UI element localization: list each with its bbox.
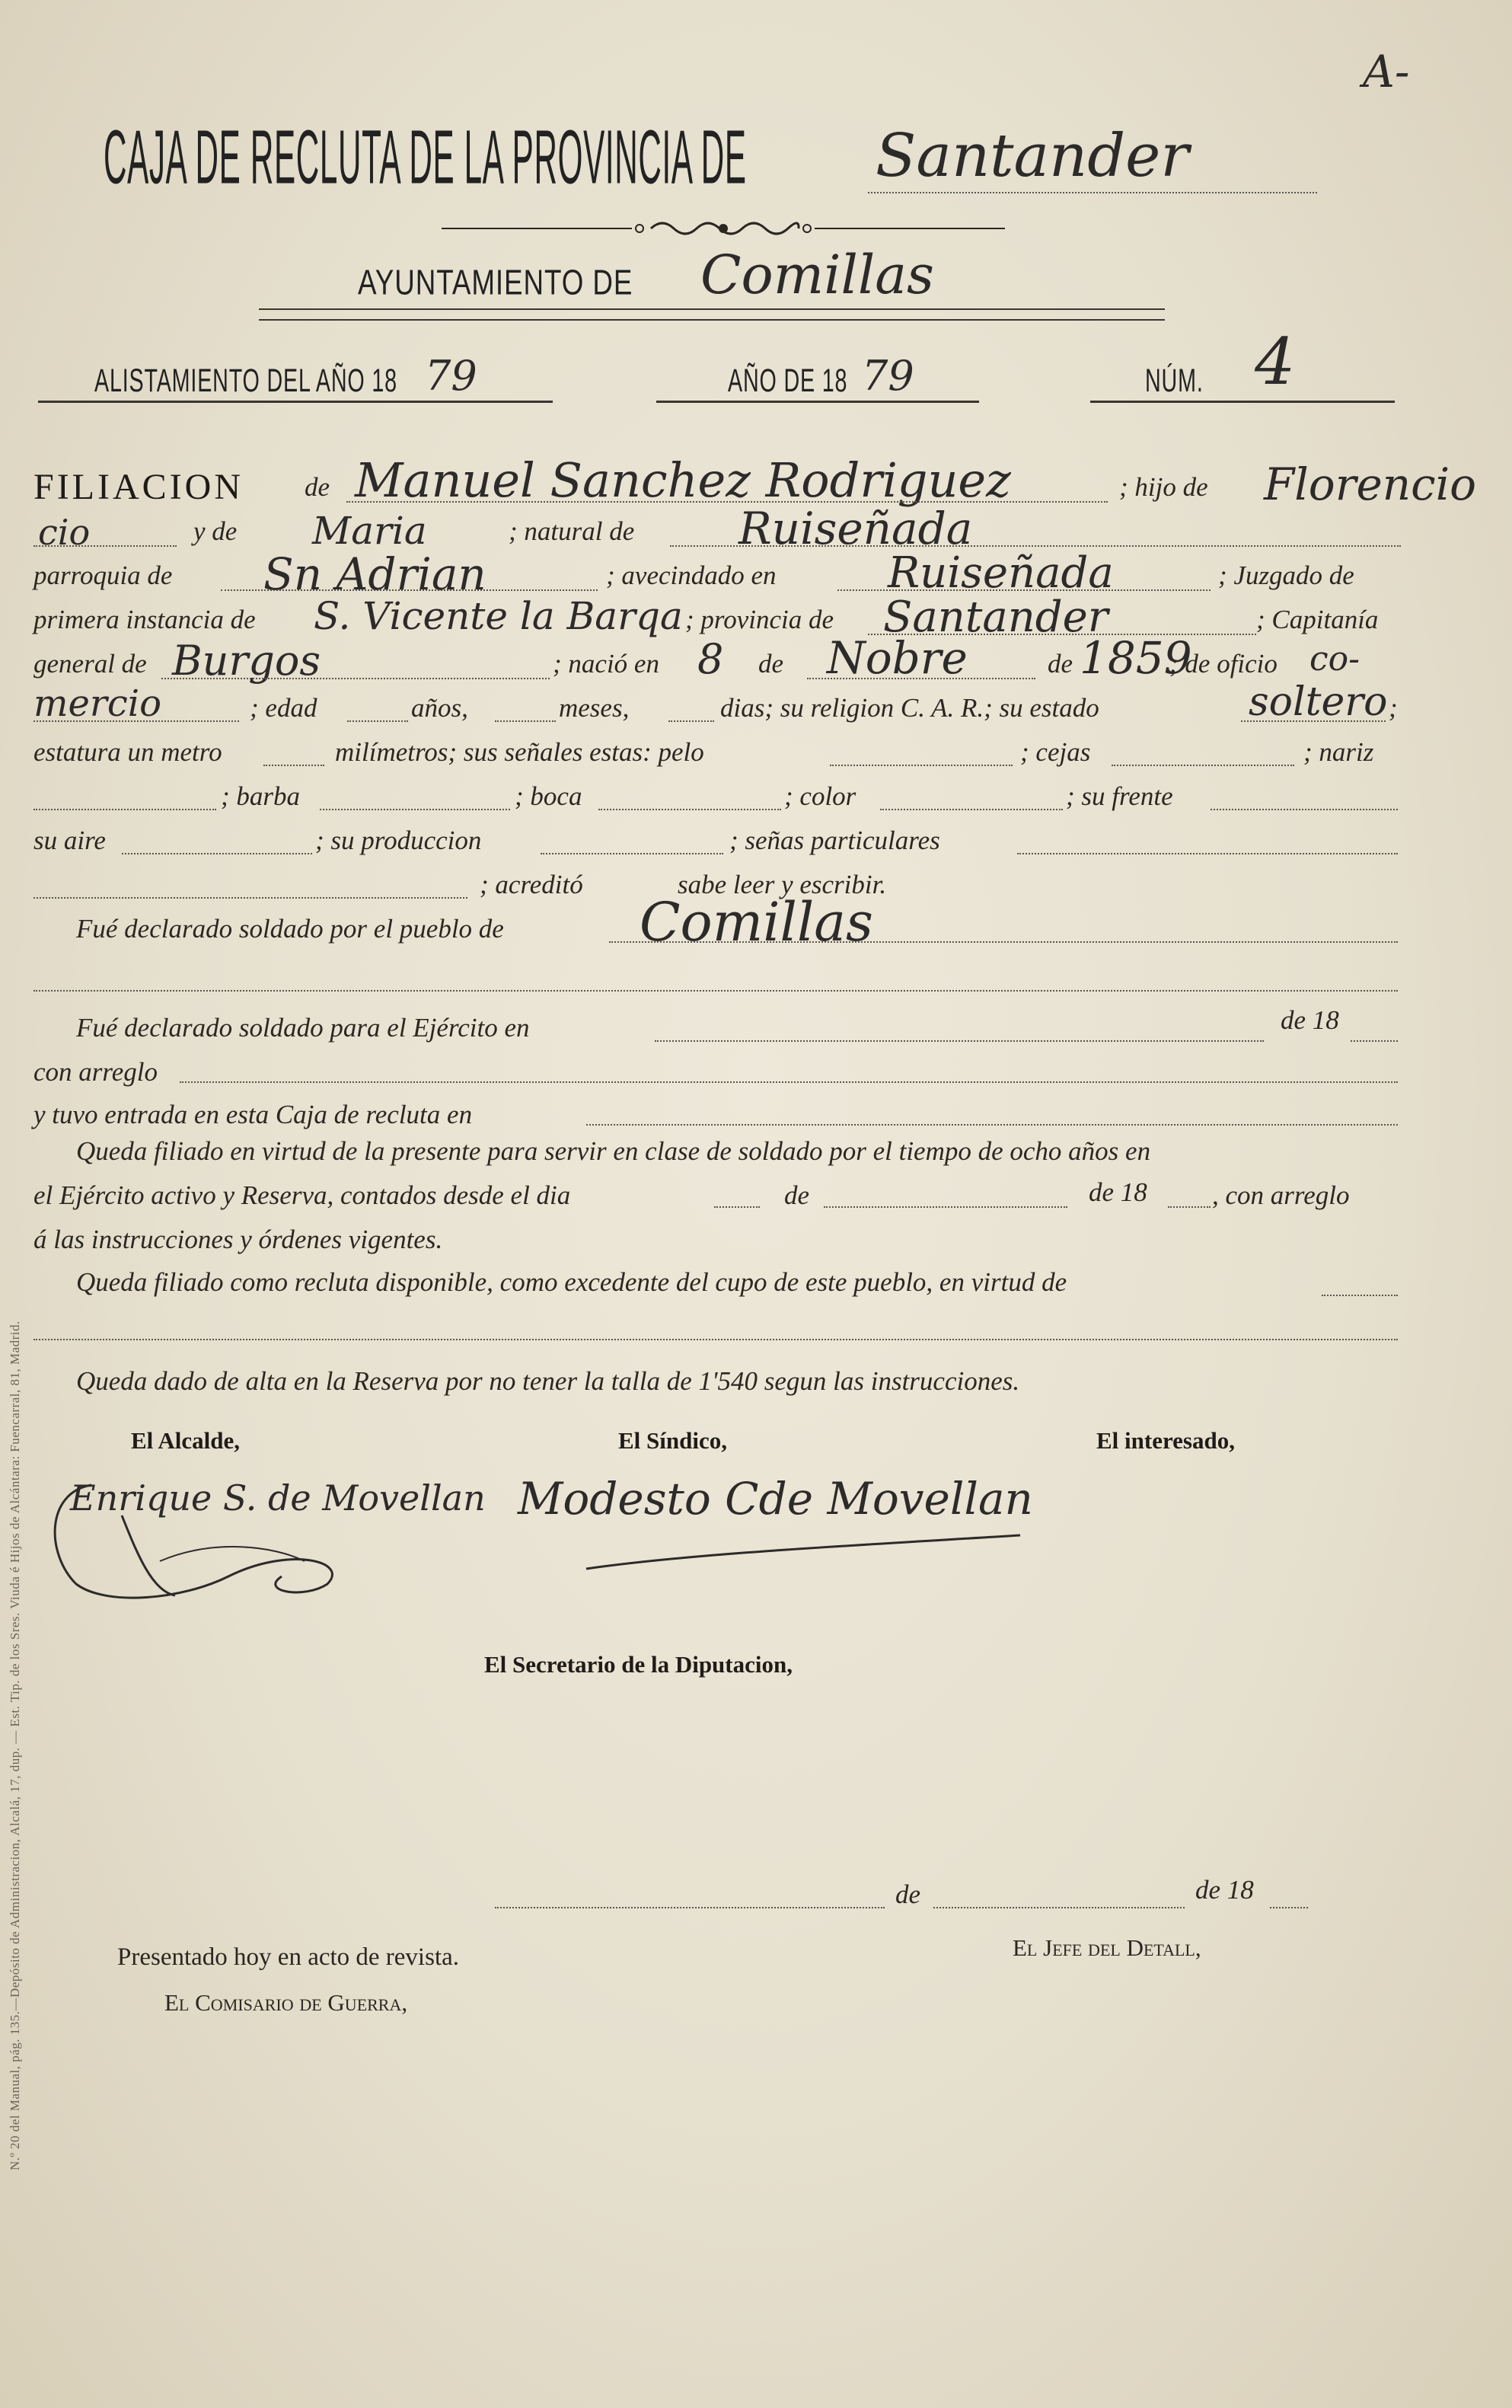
queda-1b-a: el Ejército activo y Reserva, contados desde el dia <box>33 1180 571 1210</box>
oficio-handwritten-2: mercio <box>33 682 161 725</box>
queda-1a: Queda filiado en virtud de la presente para servir en clase de soldado por el tiempo de ocho años en <box>76 1136 1151 1166</box>
fecha-rule-2 <box>933 1907 1185 1908</box>
birth-de-year-label: de <box>1048 649 1073 679</box>
con-arreglo-rule <box>180 1081 1398 1083</box>
pueblo-rule <box>609 941 1398 943</box>
num-handwritten: 4 <box>1255 324 1296 399</box>
queda-1c: á las instrucciones y órdenes vigentes. <box>33 1225 443 1254</box>
meses-label: meses, <box>559 693 630 723</box>
edad-rule <box>347 720 408 722</box>
alcalde-flourish <box>30 1462 487 1614</box>
milimetros-label: milímetros; sus señales estas: pelo <box>335 737 704 767</box>
birth-month-rule <box>807 678 1035 679</box>
anio-rule <box>656 401 979 403</box>
queda-year-rule <box>1168 1206 1211 1208</box>
boca-label: ; boca <box>515 781 582 811</box>
presentado-text: Presentado hoy en acto de revista. <box>117 1943 460 1971</box>
frente-rule <box>1211 809 1398 810</box>
declarado-pueblo-label: Fué declarado soldado por el pueblo de <box>76 914 504 944</box>
header-title: CAJA DE RECLUTA DE LA PROVINCIA DE <box>104 115 747 201</box>
color-rule <box>880 809 1063 810</box>
parroquia-rule <box>221 589 598 591</box>
filiacion-de: de <box>305 472 330 502</box>
corner-mark: A- <box>1363 46 1410 97</box>
parroquia-handwritten: Sn Adrian <box>263 548 486 600</box>
anos-rule <box>495 720 556 722</box>
nariz-label: ; nariz <box>1303 737 1374 767</box>
estado-handwritten: soltero <box>1249 679 1388 725</box>
queda-1b-de: de <box>784 1180 810 1210</box>
juzgado-handwritten: S. Vicente la Barqa <box>314 594 683 638</box>
ejercito-year-rule <box>1351 1040 1398 1042</box>
queda-3: Queda dado de alta en la Reserva por no tener la talla de 1'540 segun las instrucciones. <box>76 1366 1020 1396</box>
declarado-ejercito-label: Fué declarado soldado para el Ejército en <box>76 1013 530 1043</box>
recruit-name-handwritten: Manuel Sanchez Rodriguez <box>355 452 1011 508</box>
capitania-label: ; Capitanía <box>1256 605 1379 634</box>
produccion-label: ; su produccion <box>315 826 482 855</box>
primera-instancia-label: primera instancia de <box>33 605 256 634</box>
oficio-handwritten-1: co- <box>1309 640 1360 679</box>
ayuntamiento-underline-1 <box>259 308 1165 310</box>
birth-month-handwritten: Nobre <box>827 632 968 684</box>
father-handwritten-2: cio <box>38 512 91 553</box>
alcalde-title: El Alcalde, <box>131 1427 240 1454</box>
de-oficio-label: ; de oficio <box>1169 649 1278 679</box>
title-underline <box>868 192 1317 193</box>
meses-rule <box>668 720 714 722</box>
barba-label: ; barba <box>221 781 301 811</box>
ejercito-de18-label: de 18 <box>1281 1005 1339 1035</box>
queda-2-rule-b <box>33 1339 1398 1340</box>
edad-label: ; edad <box>250 693 317 723</box>
birth-day-handwritten: 8 <box>697 635 724 683</box>
sindico-signature: Modesto Cde Movellan <box>518 1473 1033 1525</box>
name-rule <box>346 501 1108 503</box>
sindico-flourish <box>579 1531 1035 1576</box>
ayuntamiento-label: AYUNTAMIENTO DE <box>358 263 633 302</box>
fecha-de: de <box>895 1879 921 1909</box>
queda-1b-de18: de 18 <box>1089 1177 1147 1207</box>
filiacion-label: FILIACION <box>33 467 244 507</box>
provincia-handwritten: Santander <box>883 592 1108 642</box>
margin-strip <box>0 366 24 2170</box>
margin-imprint: N.º 20 del Manual, pág. 135.—Depósito de Administracion, Alcalá, 17, dup. — Est. Tip. de los Sres. Viuda é Hijos de Alcántara: Fuencarral, 81, Madrid. <box>8 1321 22 2170</box>
avecindado-rule <box>837 589 1211 591</box>
boca-rule <box>598 809 781 810</box>
estado-rule <box>1241 720 1386 722</box>
comisario-title: El Comisario de Guerra, <box>164 1989 408 2016</box>
pueblo-handwritten: Comillas <box>640 891 873 953</box>
ejercito-rule <box>655 1040 1264 1042</box>
birth-year-handwritten: 1859 <box>1080 632 1192 684</box>
acredito-pre-rule <box>33 897 467 899</box>
natural-de-label: ; natural de <box>509 516 635 546</box>
anio-handwritten: 79 <box>862 352 914 400</box>
jefe-title: El Jefe del Detall, <box>1013 1934 1201 1961</box>
avecindado-label: ; avecindado en <box>606 560 777 590</box>
num-label: NÚM. <box>1145 362 1204 399</box>
ornament-divider <box>442 213 1005 244</box>
tuvo-entrada-rule <box>586 1124 1398 1126</box>
alistamiento-label: ALISTAMIENTO DEL AÑO 18 <box>94 362 397 399</box>
anio-label: AÑO DE 18 <box>728 362 848 399</box>
queda-mes-rule <box>824 1206 1067 1208</box>
senas-rule <box>1017 853 1398 854</box>
parroquia-label: parroquia de <box>33 560 173 590</box>
sindico-title: El Síndico, <box>618 1427 727 1454</box>
dias-religion-label: dias; su religion C. A. R.; su estado <box>720 693 1099 723</box>
cejas-rule <box>1112 765 1294 766</box>
barba-rule <box>320 809 510 810</box>
queda-dia-rule <box>714 1206 760 1208</box>
pelo-rule <box>830 765 1013 766</box>
birth-de-label: de <box>758 649 784 679</box>
nariz-rule <box>33 809 216 810</box>
alistamiento-handwritten: 79 <box>425 352 477 400</box>
con-arreglo-label: con arreglo <box>33 1057 158 1087</box>
avecindado-handwritten: Ruiseñada <box>888 548 1114 598</box>
mother-handwritten: Maria <box>312 509 427 553</box>
hijo-de-label: ; hijo de <box>1119 472 1208 502</box>
senas-label: ; señas particulares <box>729 826 940 855</box>
anos-label: años, <box>411 693 468 723</box>
produccion-rule <box>541 853 723 854</box>
tuvo-entrada-label: y tuvo entrada en esta Caja de recluta en <box>33 1100 473 1129</box>
queda-2-rule <box>1322 1295 1398 1296</box>
interesado-title: El interesado, <box>1096 1427 1235 1454</box>
secretario-title: El Secretario de la Diputacion, <box>484 1651 793 1678</box>
juzgado-label: ; Juzgado de <box>1218 560 1354 590</box>
pueblo-rule-2 <box>33 990 1398 992</box>
color-label: ; color <box>784 781 856 811</box>
natural-rule <box>670 545 1401 547</box>
estatura-label: estatura un metro <box>33 737 222 767</box>
cejas-label: ; cejas <box>1020 737 1091 767</box>
queda-2: Queda filiado como recluta disponible, como excedente del cupo de este pueblo, en virtud de <box>76 1267 1067 1297</box>
num-rule <box>1090 401 1395 403</box>
sabe-leer-label: sabe leer y escribir. <box>678 870 887 899</box>
oficio-rule <box>33 720 239 722</box>
nacio-en-label: ; nació en <box>553 649 659 679</box>
y-de-label: y de <box>193 516 238 546</box>
aire-rule <box>122 853 312 854</box>
frente-label: ; su frente <box>1066 781 1173 811</box>
ayuntamiento-handwritten: Comillas <box>700 244 934 306</box>
ayuntamiento-underline-2 <box>259 319 1165 321</box>
general-rule <box>161 678 550 679</box>
father-rule <box>33 545 177 547</box>
natural-handwritten: Ruiseñada <box>738 503 973 554</box>
queda-1b-end: , con arreglo <box>1212 1180 1350 1210</box>
general-de-label: general de <box>33 649 147 679</box>
province-handwritten: Santander <box>876 122 1189 190</box>
estado-semicolon: ; <box>1389 693 1398 723</box>
su-aire-label: su aire <box>33 826 106 855</box>
acredito-label: ; acreditó <box>480 870 583 899</box>
father-handwritten-1: Florencio <box>1264 458 1477 510</box>
fecha-rule-3 <box>1270 1907 1308 1908</box>
estatura-rule <box>263 765 324 766</box>
provincia-label: ; provincia de <box>685 605 834 634</box>
fecha-rule-1 <box>495 1907 885 1908</box>
fecha-de18: de 18 <box>1195 1875 1254 1905</box>
alcalde-signature: Enrique S. de Movellan <box>70 1477 486 1519</box>
general-handwritten: Burgos <box>172 637 321 685</box>
alistamiento-rule <box>38 401 553 403</box>
